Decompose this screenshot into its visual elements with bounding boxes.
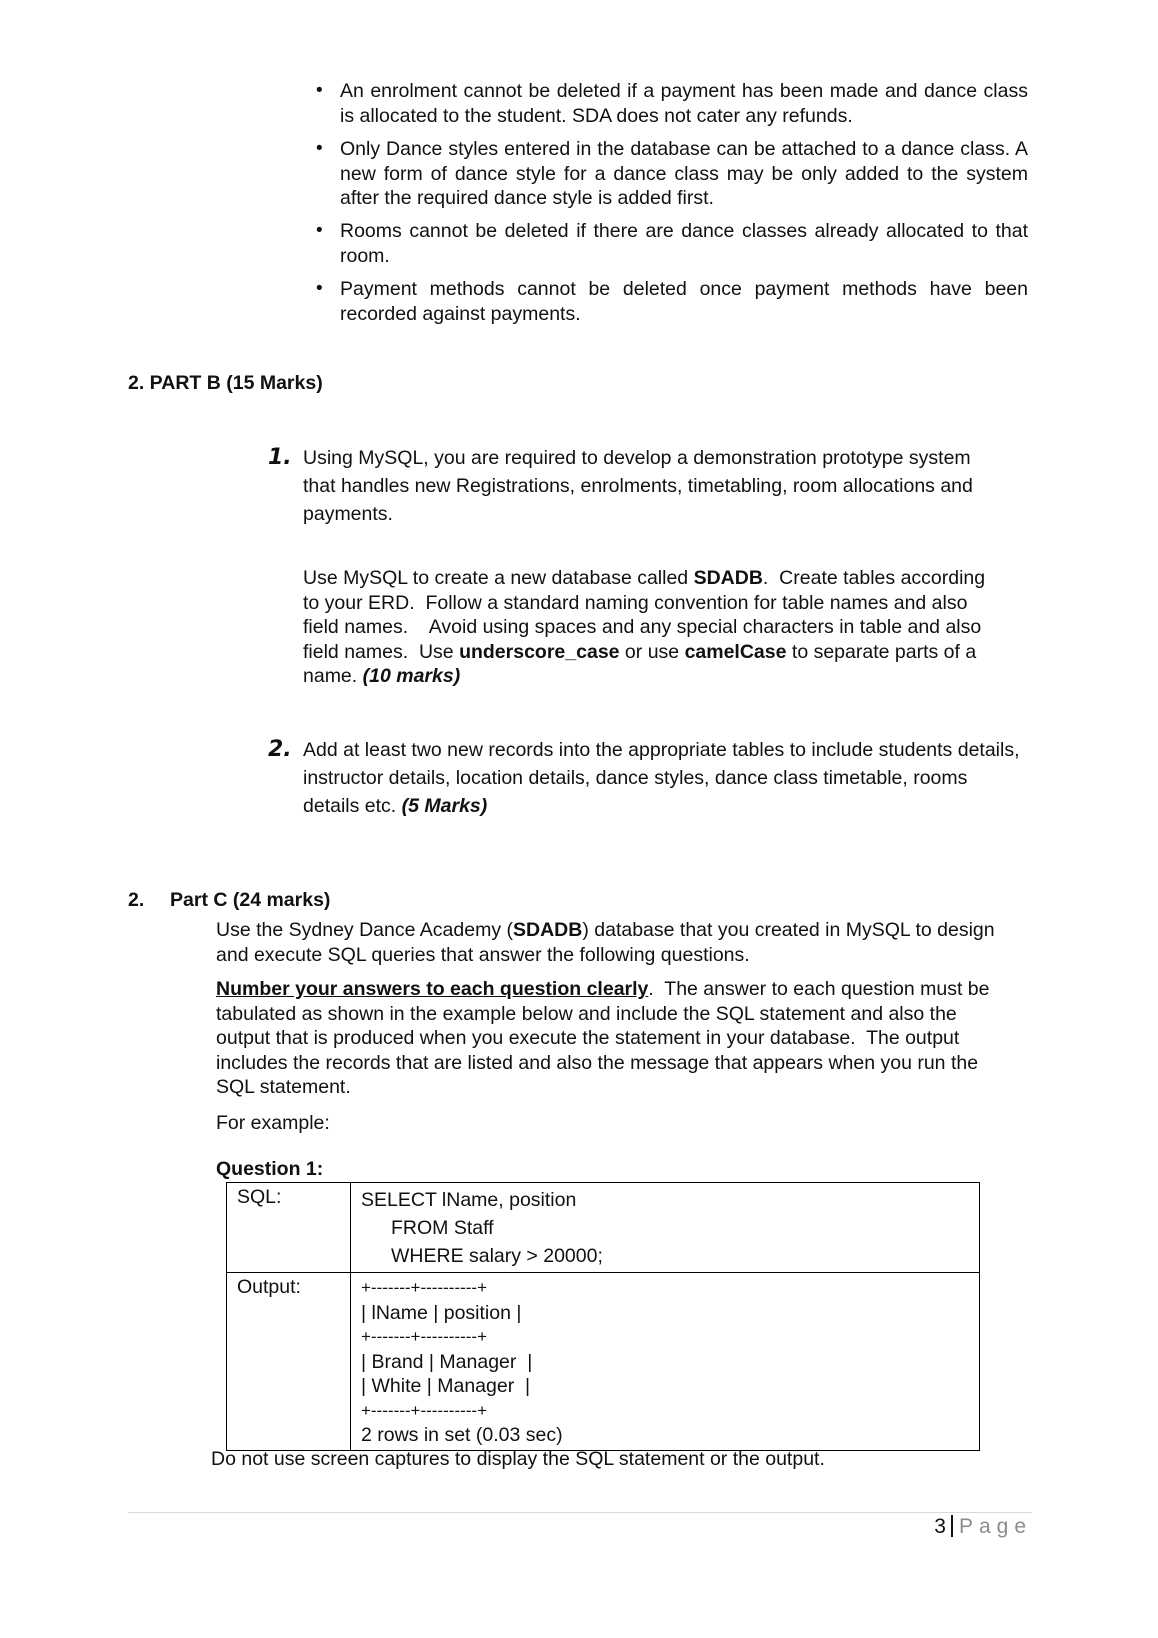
output-line: | lName | position |	[361, 1301, 522, 1324]
sql-label: SQL:	[227, 1183, 351, 1273]
sql-line: SELECT lName, position	[361, 1189, 577, 1211]
camel-case-term: camelCase	[684, 640, 787, 663]
number-answers-emphasis: Number your answers to each question clearly	[216, 978, 649, 1000]
output-line: +-------+----------+	[361, 1278, 488, 1297]
bullet-text: Only Dance styles entered in the database can be attached to a dance class. A new form of dance style for a dance class may be only added to the system after the required dance style is added first.	[340, 138, 1028, 209]
marks-5: (5 Marks)	[401, 795, 488, 817]
db-name: SDADB	[693, 567, 763, 589]
part-c-instructions: Number your answers to each question clearly. The answer to each question must be tabulated as shown in the example below and include the SQL statement and also the output that is produced when you execute the statement in your database. The output includes the records that are listed and also the message that appears when you run the SQL statement.	[216, 978, 995, 1098]
rule-bullet-rooms	[316, 219, 1028, 268]
db-name: SDADB	[513, 919, 583, 941]
bullet-icon: •	[316, 220, 323, 241]
sql-line: FROM Staff	[391, 1217, 494, 1239]
part-b-item-2-text: Add at least two new records into the appropriate tables to include students details, instructor details, location details, dance styles, dance class timetable, rooms details etc. (5 Marks)	[303, 739, 1020, 817]
page-number: 3	[934, 1515, 946, 1538]
rule-bullet-payment-methods	[316, 277, 1028, 326]
output-line: | White | Manager |	[361, 1375, 531, 1397]
sql-cell	[351, 1183, 980, 1273]
part-b-heading: 2. PART B (15 Marks)	[128, 372, 323, 394]
part-b-item-1-instructions: Use MySQL to create a new database called SDADB. Create tables according to your ERD. Follow a standard naming convention for table names and also field names. Avoid using spaces and any special characters in table and also field names. Use underscore_case or use camelCase to separate parts of a name. (10 marks)	[303, 567, 991, 687]
output-cell	[351, 1273, 980, 1451]
underscore-case-term: underscore_case	[459, 640, 620, 663]
output-label: Output:	[227, 1273, 351, 1451]
sql-row	[227, 1183, 980, 1273]
page-footer	[934, 1515, 1032, 1539]
marks-10: (10 marks)	[362, 665, 461, 687]
output-row	[227, 1273, 980, 1451]
for-example-label: For example:	[216, 1112, 330, 1134]
rule-bullet-dance-styles	[316, 137, 1028, 211]
item-number-1: 1.	[268, 445, 292, 470]
output-line: 2 rows in set (0.03 sec)	[361, 1424, 563, 1446]
example-answer-table	[226, 1182, 980, 1451]
bullet-icon: •	[316, 80, 323, 101]
question-1-label: Question 1:	[216, 1158, 324, 1180]
sql-line: WHERE salary > 20000;	[391, 1245, 603, 1267]
bullet-icon: •	[316, 138, 323, 159]
output-line: +-------+----------+	[361, 1327, 488, 1346]
no-screen-captures-note: Do not use screen captures to display the SQL statement or the output.	[211, 1448, 825, 1470]
part-c-intro: Use the Sydney Dance Academy (SDADB) database that you created in MySQL to design and execute SQL queries that answer the following questions.	[216, 919, 995, 966]
bullet-text: Rooms cannot be deleted if there are dance classes already allocated to that room.	[340, 220, 1028, 267]
bullet-text: Payment methods cannot be deleted once payment methods have been recorded against payments.	[340, 278, 1028, 325]
part-c-heading: Part C (24 marks)	[170, 889, 331, 911]
item-number-2: 2.	[268, 737, 292, 762]
output-line: | Brand | Manager |	[361, 1350, 533, 1373]
rule-bullet-enrolment	[316, 79, 1028, 128]
part-b-item-1-text: Using MySQL, you are required to develop a demonstration prototype system that handles new Registrations, enrolments, timetabling, room allocations and payments.	[303, 447, 973, 525]
page-label: Page	[958, 1515, 1032, 1538]
footer-separator	[951, 1515, 953, 1537]
bullet-text: An enrolment cannot be deleted if a payment has been made and dance class is allocated to the student. SDA does not cater any refunds.	[340, 80, 1028, 127]
part-c-heading-number: 2.	[128, 889, 145, 911]
footer-divider	[128, 1512, 1032, 1513]
output-line: +-------+----------+	[361, 1400, 488, 1420]
bullet-icon: •	[316, 278, 323, 299]
